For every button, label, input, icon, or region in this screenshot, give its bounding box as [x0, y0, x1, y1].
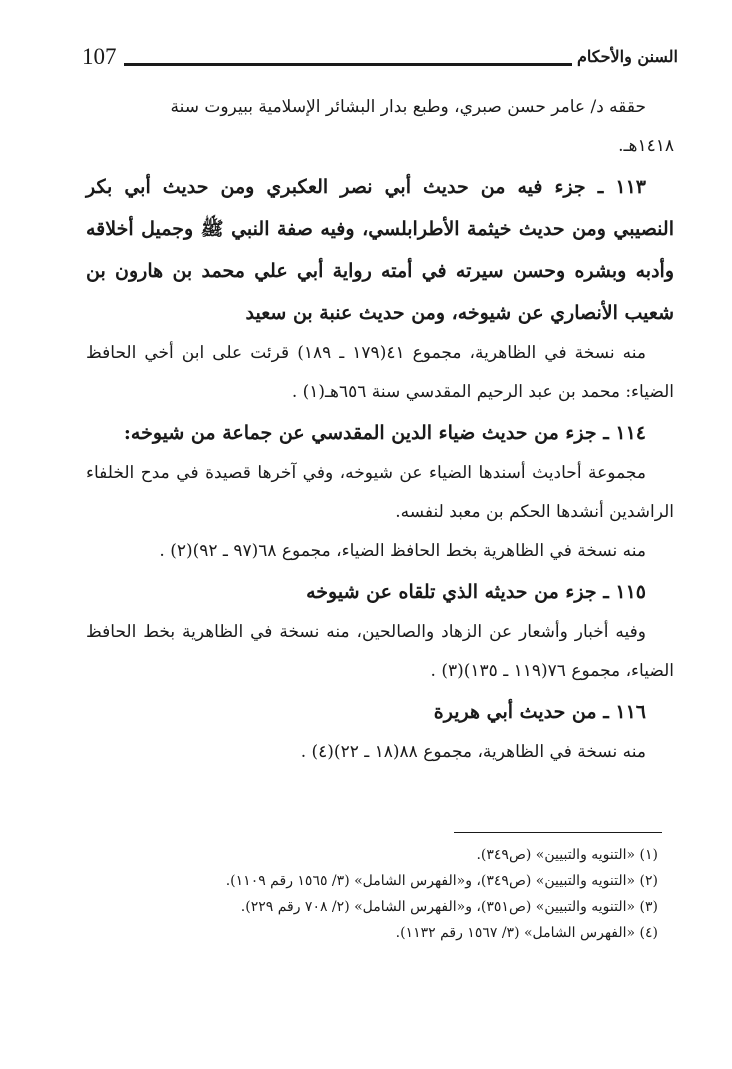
item-114-text1: مجموعة أحاديث أسندها الضياء عن شيوخه، وفي آخرها قصيدة في مدح الخلفاء الراشدين أنشدها الحكم بن معبد لنفسه. [86, 463, 674, 522]
footnote-4: (٤) «الفهرس الشامل» (٣/ ١٥٦٧ رقم ١١٣٢). [395, 925, 658, 941]
running-title: السنن والأحكام [577, 47, 678, 66]
item-113-text: منه نسخة في الظاهرية، مجموع ٤١(١٧٩ ـ ١٨٩) قرئت على ابن أخي الحافظ الضياء: محمد بن عبد الرحيم المقدسي سنة ٦٥٦هـ(١) . [86, 343, 674, 402]
footnote-2: (٢) «التنويه والتبيين» (ص٣٤٩)، و«الفهرس الشامل» (٣/ ١٥٦٥ رقم ١١٠٩). [225, 873, 658, 889]
footnote-1: (١) «التنويه والتبيين» (ص٣٤٩). [476, 847, 658, 863]
footnote-rule [454, 832, 662, 833]
paragraph-line1: حققه د/ عامر حسن صبري، وطبع بدار البشائر الإسلامية ببيروت سنة [170, 97, 646, 117]
header-rule [124, 63, 572, 66]
item-116-heading: ١١٦ ـ من حديث أبي هريرة [433, 701, 646, 723]
page-body [86, 88, 674, 772]
item-116-text: منه نسخة في الظاهرية، مجموع ٨٨(١٨ ـ ٢٢)(٤) . [300, 742, 646, 762]
item-114-text2: منه نسخة في الظاهرية بخط الحافظ الضياء، مجموع ٦٨(٩٧ ـ ٩٢)(٢) . [159, 541, 646, 561]
paragraph-line2: ١٤١٨هـ. [618, 136, 674, 156]
item-114-heading: ١١٤ ـ جزء من حديث ضياء الدين المقدسي عن جماعة من شيوخه: [123, 422, 646, 444]
item-115-heading: ١١٥ ـ جزء من حديثه الذي تلقاه عن شيوخه [306, 581, 646, 603]
item-115-text: وفيه أخبار وأشعار عن الزهاد والصالحين، منه نسخة في الظاهرية بخط الحافظ الضياء، مجموع ٧٦(١١٩ ـ ١٣٥)(٣) . [86, 622, 674, 681]
footnotes [100, 842, 672, 946]
footnote-3: (٣) «التنويه والتبيين» (ص٣٥١)، و«الفهرس الشامل» (٢/ ٧٠٨ رقم ٢٢٩). [240, 899, 658, 915]
page-number: 107 [82, 44, 117, 69]
page-header [82, 44, 678, 74]
item-113-heading: ١١٣ ـ جزء فيه من حديث أبي نصر العكبري ومن حديث أبي بكر النصيبي ومن حديث خيثمة الأطرابلسي، وفيه صفة النبي ﷺ وجميل أخلاقه وأدبه وبشره وحسن سيرته في أمته رواية أبي علي محمد بن هارون بن شعيب الأنصاري عن شيوخه، ومن حديث عنبة بن سعيد [86, 176, 674, 324]
